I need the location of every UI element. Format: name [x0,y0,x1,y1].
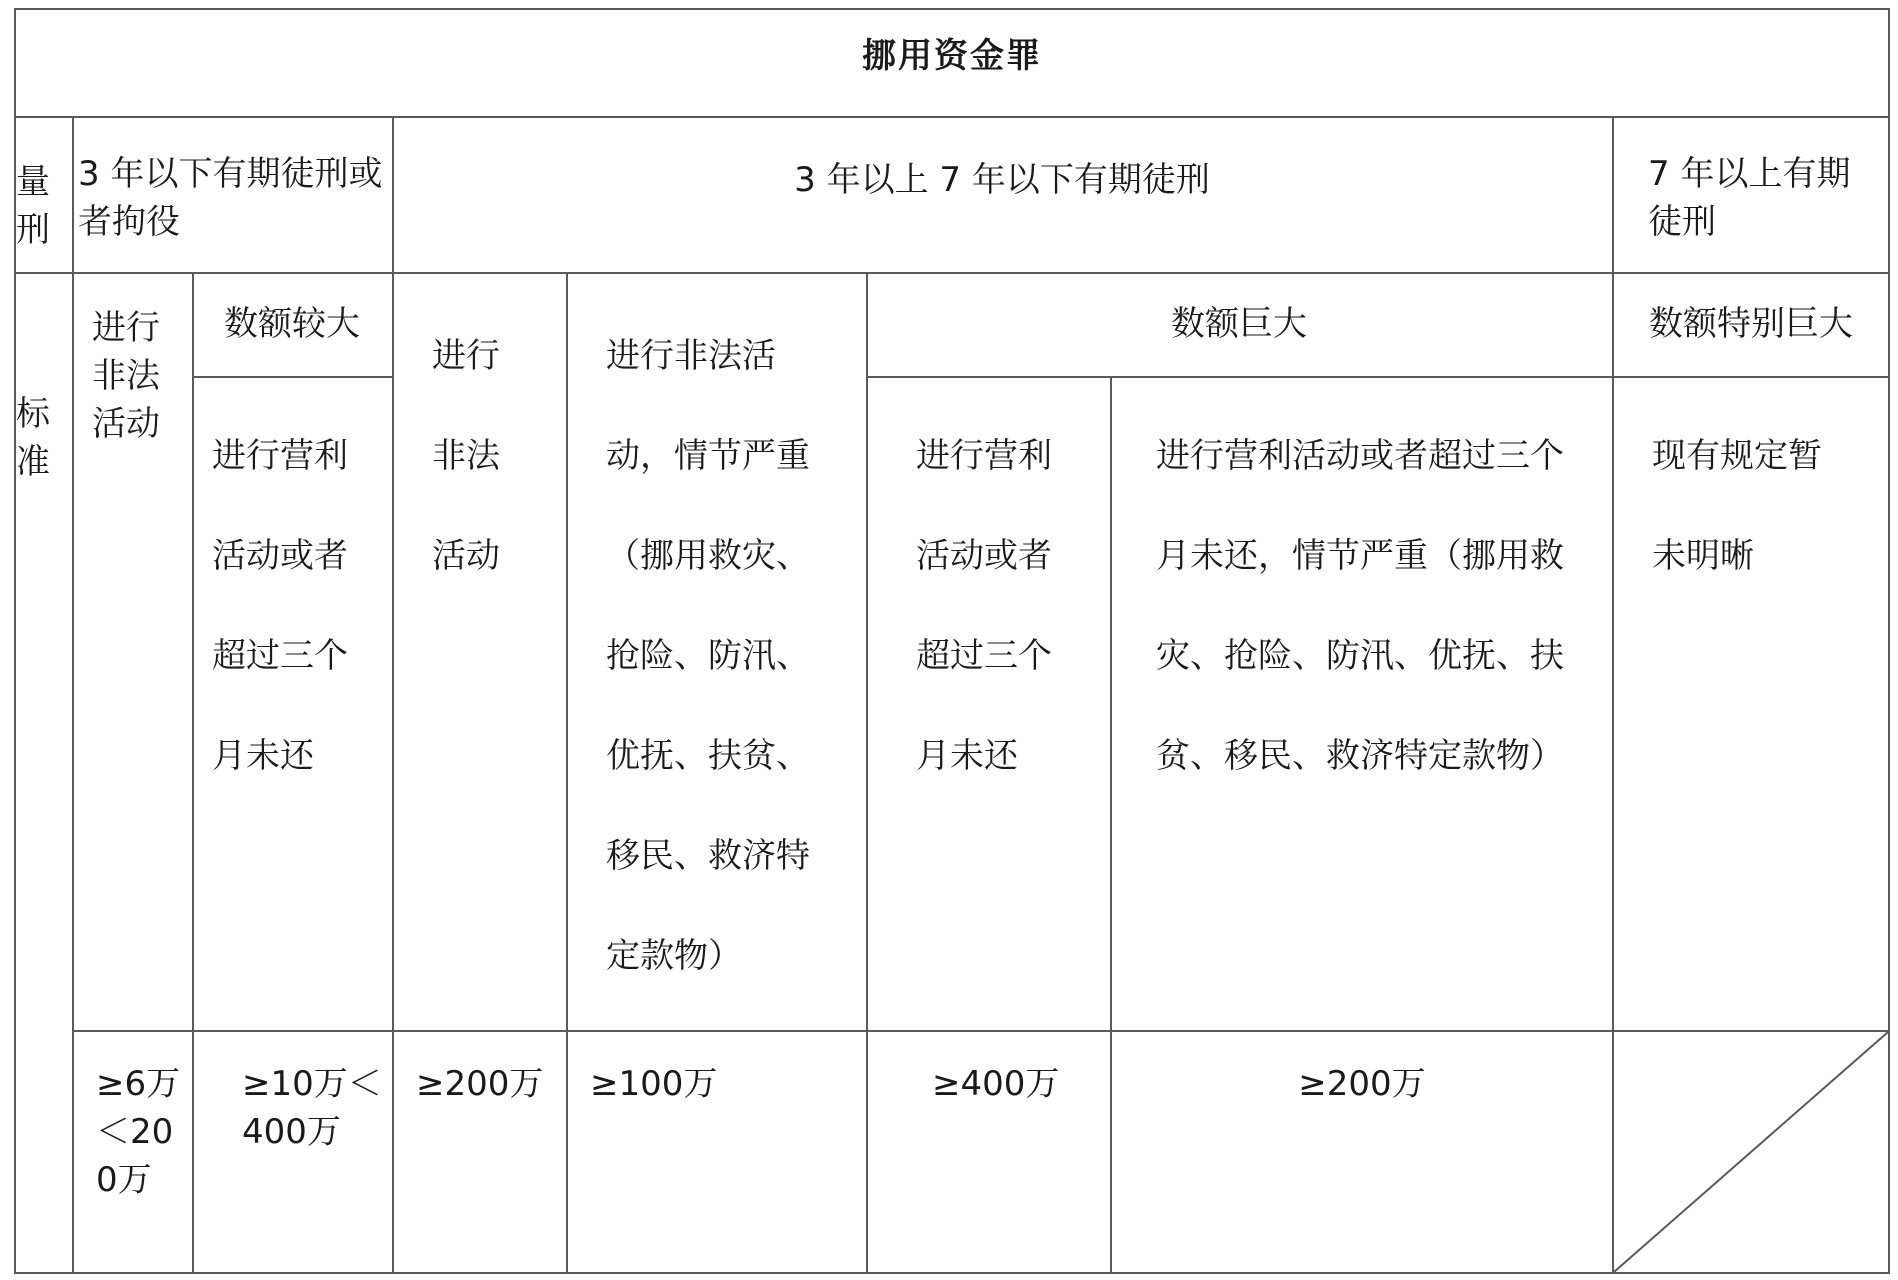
rule-sub-header-right [866,376,1888,378]
amount-large-profit: ≥10万＜400万 [242,1064,382,1152]
criteria-large-amount: 数额较大 [224,304,360,344]
amount-huge-serious: ≥200万 [1298,1064,1426,1104]
rule-mid-split-1 [566,272,568,1272]
criteria-low-illegal: 进行非法活动 [92,308,160,444]
criteria-mid-serious: 进行非法活动，情节严重（挪用救灾、抢险、防汛、优抚、扶贫、移民、救济特定款物） [606,336,810,976]
sentence-high: 7 年以上有期徒刑 [1648,154,1851,242]
embezzlement-sentencing-table [14,8,1890,1274]
rule-title-bottom [16,116,1888,118]
criteria-mid-illegal: 进行非法活动 [432,336,500,576]
empty-cell-diagonal [1614,1032,1888,1272]
rule-label-right [72,116,74,1272]
rule-mid-split-2 [866,272,868,1272]
rule-sentence-bottom [16,272,1888,274]
criteria-large-profit: 进行营利活动或者超过三个月未还 [212,436,348,776]
criteria-huge-serious: 进行营利活动或者超过三个月未还，情节严重（挪用救灾、抢险、防汛、优抚、扶贫、移民、救济特定款物） [1156,436,1564,776]
criteria-extra-huge: 数额特别巨大 [1649,304,1853,344]
amount-mid-serious: ≥100万 [590,1064,718,1104]
rule-low-right [392,116,394,1272]
sentence-mid: 3 年以上 7 年以下有期徒刑 [794,160,1210,200]
sentence-low: 3 年以下有期徒刑或者拘役 [78,154,383,242]
row-label-sentence: 量刑 [16,162,50,250]
criteria-huge-profit: 进行营利活动或者超过三个月未还 [916,436,1052,776]
amount-huge-profit: ≥400万 [932,1064,1060,1104]
table-title: 挪用资金罪 [862,36,1042,76]
rule-sub-header-left [192,376,392,378]
criteria-huge-amount: 数额巨大 [1171,304,1307,344]
amount-low-illegal: ≥6万＜200万 [96,1064,181,1200]
rule-mid-split-3 [1110,376,1112,1272]
row-label-standard: 标准 [16,394,50,482]
criteria-extra-note: 现有规定暂未明晰 [1652,436,1822,576]
rule-low-split [192,272,194,1272]
amount-mid-illegal: ≥200万 [416,1064,544,1104]
